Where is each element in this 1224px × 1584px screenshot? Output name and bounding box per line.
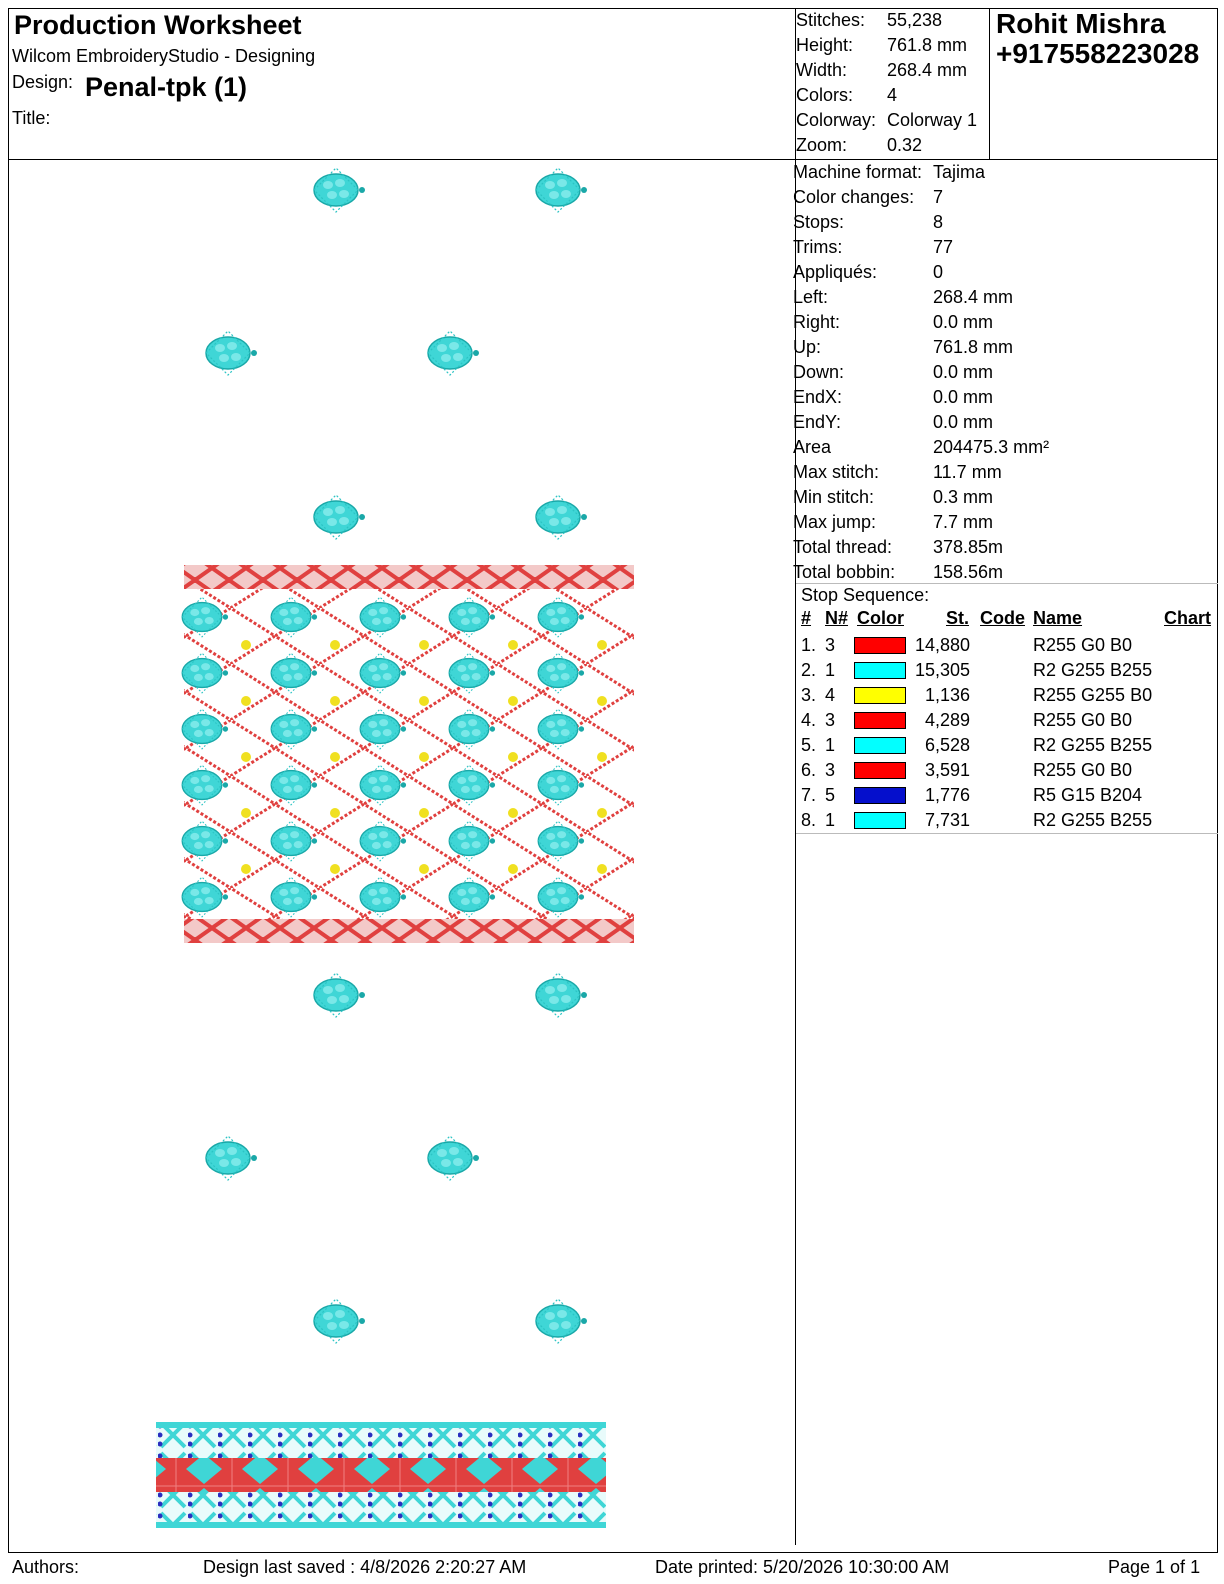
lattice-dot bbox=[330, 752, 340, 762]
stop-sequence-row bbox=[796, 758, 1218, 783]
divider bbox=[796, 833, 1218, 834]
summary-colors-label: Colors: bbox=[796, 85, 854, 105]
seq-name: R2 G255 B255 bbox=[1033, 735, 1153, 755]
stop-sequence-title: Stop Sequence: bbox=[801, 585, 930, 605]
seq-needle: 1 bbox=[825, 735, 836, 755]
seq-num: 8. bbox=[801, 810, 817, 830]
title-label: Title: bbox=[12, 108, 51, 128]
stop-sequence-row bbox=[796, 808, 1218, 833]
seq-needle: 3 bbox=[825, 710, 836, 730]
seq-needle: 5 bbox=[825, 785, 836, 805]
machine-info-value: 0.0 mm bbox=[933, 412, 994, 432]
lattice-dot bbox=[241, 640, 251, 650]
machine-info-label: Right: bbox=[793, 312, 841, 332]
summary-width-label: Width: bbox=[796, 60, 848, 80]
footer-printed: Date printed: 5/20/2026 10:30:00 AM bbox=[655, 1557, 950, 1577]
seq-stitches: 3,591 bbox=[924, 760, 970, 780]
seq-num: 5. bbox=[801, 735, 817, 755]
lattice-dot bbox=[419, 808, 429, 818]
color-swatch bbox=[854, 712, 906, 729]
col-color: Color bbox=[857, 608, 904, 628]
color-swatch bbox=[854, 637, 906, 654]
col-num: # bbox=[801, 608, 812, 628]
lattice-dot bbox=[508, 752, 518, 762]
seq-name: R2 G255 B255 bbox=[1033, 660, 1153, 680]
design-summary bbox=[796, 8, 990, 160]
stop-sequence-row bbox=[796, 658, 1218, 683]
machine-info-value: 0.0 mm bbox=[933, 312, 994, 332]
machine-info-value: 268.4 mm bbox=[933, 287, 1014, 307]
lattice-dot bbox=[330, 808, 340, 818]
machine-info-value: 0.0 mm bbox=[933, 387, 994, 407]
stop-sequence-row bbox=[796, 783, 1218, 808]
lattice-dot bbox=[241, 696, 251, 706]
seq-stitches: 4,289 bbox=[924, 710, 970, 730]
footer bbox=[8, 1553, 1218, 1581]
owner-box bbox=[990, 8, 1218, 160]
summary-colorway-label: Colorway: bbox=[796, 110, 877, 130]
embroidery-preview-canvas bbox=[8, 160, 788, 1545]
machine-info-value: 7 bbox=[933, 187, 944, 207]
machine-info-label: Up: bbox=[793, 337, 822, 357]
seq-stitches: 15,305 bbox=[914, 660, 970, 680]
design-preview bbox=[8, 160, 796, 1545]
lattice-dot bbox=[597, 696, 607, 706]
machine-info-label: Max stitch: bbox=[793, 462, 880, 482]
seq-stitches: 6,528 bbox=[924, 735, 970, 755]
lattice-dot bbox=[597, 808, 607, 818]
color-swatch bbox=[854, 662, 906, 679]
lattice-dot bbox=[597, 864, 607, 874]
footer-authors: Authors: bbox=[12, 1557, 80, 1577]
design-label: Design: bbox=[12, 72, 74, 92]
seq-name: R255 G255 B0 bbox=[1033, 685, 1153, 705]
motifs-top bbox=[206, 168, 587, 539]
col-stitches: St. bbox=[946, 608, 970, 628]
machine-info-label: Down: bbox=[793, 362, 845, 382]
lattice-dot bbox=[419, 640, 429, 650]
col-needle: N# bbox=[825, 608, 849, 628]
machine-info-value: 378.85m bbox=[933, 537, 1004, 557]
stop-sequence-row bbox=[796, 733, 1218, 758]
col-chart: Chart bbox=[1164, 608, 1212, 628]
seq-name: R2 G255 B255 bbox=[1033, 810, 1153, 830]
seq-needle: 1 bbox=[825, 660, 836, 680]
lattice-dot bbox=[419, 864, 429, 874]
lattice-dot bbox=[330, 864, 340, 874]
summary-stitches-value: 55,238 bbox=[887, 10, 943, 30]
seq-stitches: 14,880 bbox=[914, 635, 970, 655]
machine-info-label: Trims: bbox=[793, 237, 843, 257]
col-code: Code bbox=[980, 608, 1025, 628]
machine-info-label: Color changes: bbox=[793, 187, 915, 207]
lattice-dot bbox=[241, 752, 251, 762]
lattice-dot bbox=[508, 808, 518, 818]
seq-num: 3. bbox=[801, 685, 817, 705]
color-swatch bbox=[854, 737, 906, 754]
machine-info-value: 0 bbox=[933, 262, 944, 282]
worksheet-title: Production Worksheet bbox=[14, 10, 302, 40]
seq-name: R5 G15 B204 bbox=[1033, 785, 1143, 805]
seq-stitches: 1,776 bbox=[924, 785, 970, 805]
lattice-dot bbox=[597, 752, 607, 762]
machine-info-value: 0.0 mm bbox=[933, 362, 994, 382]
seq-stitches: 7,731 bbox=[924, 810, 970, 830]
owner-name: Rohit Mishra bbox=[996, 8, 1166, 39]
seq-name: R255 G0 B0 bbox=[1033, 635, 1133, 655]
seq-num: 1. bbox=[801, 635, 817, 655]
lattice-dot bbox=[241, 808, 251, 818]
machine-info-value: 0.3 mm bbox=[933, 487, 994, 507]
motifs-bottom bbox=[206, 973, 587, 1343]
machine-info-label: Appliqués: bbox=[793, 262, 878, 282]
seq-stitches: 1,136 bbox=[924, 685, 970, 705]
summary-zoom-label: Zoom: bbox=[796, 135, 848, 155]
stop-sequence-row bbox=[796, 633, 1218, 658]
seq-name: R255 G0 B0 bbox=[1033, 710, 1133, 730]
machine-info-value: 77 bbox=[933, 237, 954, 257]
machine-info-label: Max jump: bbox=[793, 512, 877, 532]
machine-info-label: Min stitch: bbox=[793, 487, 875, 507]
footer-saved: Design last saved : 4/8/2026 2:20:27 AM bbox=[203, 1557, 527, 1577]
color-swatch bbox=[854, 762, 906, 779]
seq-num: 4. bbox=[801, 710, 817, 730]
seq-needle: 3 bbox=[825, 635, 836, 655]
lattice-dot bbox=[508, 640, 518, 650]
lattice-dot bbox=[508, 864, 518, 874]
color-swatch bbox=[854, 687, 906, 704]
lattice-dot bbox=[419, 696, 429, 706]
machine-info-label: Stops: bbox=[793, 212, 845, 232]
summary-height-value: 761.8 mm bbox=[887, 35, 968, 55]
summary-colorway-value: Colorway 1 bbox=[887, 110, 978, 130]
machine-info-label: Total bobbin: bbox=[793, 562, 896, 582]
stop-sequence-row bbox=[796, 683, 1218, 708]
stop-sequence-row bbox=[796, 708, 1218, 733]
lattice-panel bbox=[182, 565, 634, 943]
seq-name: R255 G0 B0 bbox=[1033, 760, 1133, 780]
machine-info-value: 11.7 mm bbox=[933, 462, 1002, 482]
seq-num: 7. bbox=[801, 785, 817, 805]
software-name: Wilcom EmbroideryStudio - Designing bbox=[12, 46, 316, 66]
machine-info-label: Machine format: bbox=[793, 162, 923, 182]
summary-width-value: 268.4 mm bbox=[887, 60, 968, 80]
footer-page: Page 1 of 1 bbox=[1108, 1557, 1201, 1577]
lattice-dot bbox=[330, 640, 340, 650]
seq-num: 6. bbox=[801, 760, 817, 780]
machine-info-value: 8 bbox=[933, 212, 944, 232]
seq-num: 2. bbox=[801, 660, 817, 680]
machine-info-value: 204475.3 mm² bbox=[933, 437, 1050, 457]
machine-info-label: Total thread: bbox=[793, 537, 893, 557]
border-strip bbox=[156, 1422, 606, 1528]
color-swatch bbox=[854, 812, 906, 829]
machine-info-value: 7.7 mm bbox=[933, 512, 994, 532]
machine-info-value: Tajima bbox=[933, 162, 986, 182]
seq-needle: 1 bbox=[825, 810, 836, 830]
summary-colors-value: 4 bbox=[887, 85, 898, 105]
seq-needle: 4 bbox=[825, 685, 836, 705]
machine-info-label: Area bbox=[793, 437, 832, 457]
machine-info-label: Left: bbox=[793, 287, 829, 307]
lattice-dot bbox=[241, 864, 251, 874]
col-name: Name bbox=[1033, 608, 1083, 628]
lattice-dot bbox=[330, 696, 340, 706]
lattice-dot bbox=[419, 752, 429, 762]
stop-sequence bbox=[796, 583, 1218, 833]
lattice-dot bbox=[508, 696, 518, 706]
design-name: Penal-tpk (1) bbox=[85, 72, 248, 102]
summary-stitches-label: Stitches: bbox=[796, 10, 866, 30]
summary-height-label: Height: bbox=[796, 35, 854, 55]
owner-phone: +917558223028 bbox=[996, 38, 1200, 69]
seq-needle: 3 bbox=[825, 760, 836, 780]
machine-info-label: EndY: bbox=[793, 412, 842, 432]
machine-info-label: EndX: bbox=[793, 387, 843, 407]
lattice-dot bbox=[597, 640, 607, 650]
machine-info-value: 761.8 mm bbox=[933, 337, 1014, 357]
machine-info-value: 158.56m bbox=[933, 562, 1004, 582]
summary-zoom-value: 0.32 bbox=[887, 135, 923, 155]
color-swatch bbox=[854, 787, 906, 804]
header-info bbox=[8, 8, 796, 160]
